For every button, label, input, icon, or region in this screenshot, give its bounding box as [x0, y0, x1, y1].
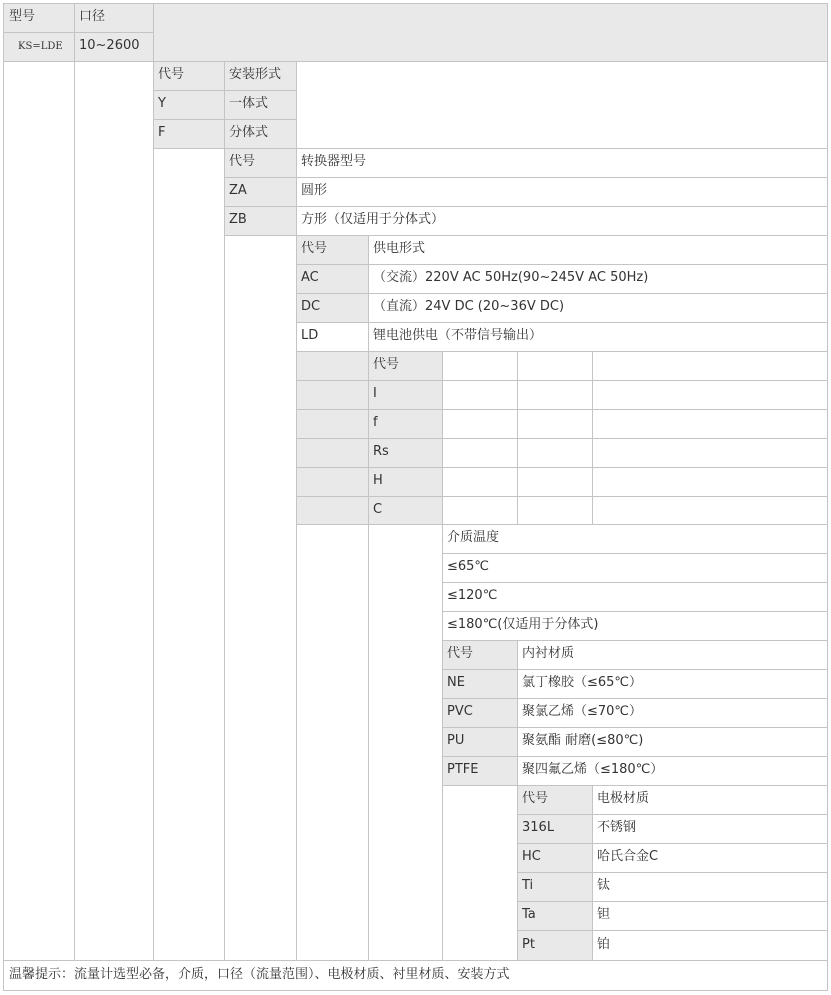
- electrode-desc-hc: 哈氏合金C: [597, 849, 659, 864]
- power-code-dc: DC: [301, 299, 321, 314]
- model-label: 型号: [9, 9, 36, 24]
- lining-code-pvc: PVC: [447, 704, 473, 719]
- header-blank-area: [153, 3, 828, 61]
- install-code-y: Y: [158, 96, 166, 111]
- power-code-ac: AC: [301, 270, 319, 285]
- temperature-row-120: ≤120℃: [447, 588, 498, 603]
- output-code-rs: Rs: [373, 444, 389, 459]
- install-code-label: 代号: [158, 67, 185, 82]
- power-title: 供电形式: [373, 241, 426, 256]
- install-code-f: F: [158, 125, 166, 140]
- temperature-row-65: ≤65℃: [447, 559, 490, 574]
- converter-code-zb: ZB: [229, 212, 247, 227]
- converter-desc-zb: 方形（仅适用于分体式）: [301, 212, 445, 227]
- output-code-i: I: [373, 386, 377, 401]
- power-code-label: 代号: [301, 241, 328, 256]
- converter-desc-za: 圆形: [301, 183, 328, 198]
- electrode-desc-ti: 钛: [597, 878, 611, 893]
- electrode-code-ti: Ti: [522, 878, 534, 893]
- lining-desc-ptfe: 聚四氟乙烯（≤180℃）: [522, 762, 664, 777]
- output-code-f: f: [373, 415, 378, 430]
- footer-tip: 温馨提示：流量计选型必备，介质，口径（流量范围）、电极材质、衬里材质、安装方式: [9, 967, 510, 982]
- electrode-desc-ta: 钽: [597, 907, 611, 922]
- electrode-desc-pt: 铂: [597, 937, 611, 952]
- lining-code-label: 代号: [447, 646, 474, 661]
- electrode-title: 电极材质: [597, 791, 650, 806]
- temperature-row-180: ≤180℃(仅适用于分体式): [447, 617, 599, 632]
- electrode-code-316l: 316L: [522, 820, 555, 835]
- lining-title: 内衬材质: [522, 646, 575, 661]
- power-code-ld: LD: [301, 328, 319, 343]
- converter-title: 转换器型号: [301, 154, 367, 169]
- converter-code-za: ZA: [229, 183, 247, 198]
- lining-desc-pu: 聚氨酯 耐磨(≤80℃): [522, 733, 644, 748]
- lining-code-pu: PU: [447, 733, 465, 748]
- output-code-c: C: [373, 502, 383, 517]
- lining-code-ne: NE: [447, 675, 465, 690]
- power-desc-dc: （直流）24V DC (20~36V DC): [373, 299, 565, 314]
- output-code-label: 代号: [373, 357, 400, 372]
- output-code-h: H: [373, 473, 383, 488]
- electrode-code-pt: Pt: [522, 937, 535, 952]
- converter-code-label: 代号: [229, 154, 256, 169]
- electrode-code-ta: Ta: [522, 907, 536, 922]
- install-title: 安装形式: [229, 67, 282, 82]
- lining-desc-pvc: 聚氯乙烯（≤70℃）: [522, 704, 643, 719]
- lining-code-ptfe: PTFE: [447, 762, 479, 777]
- power-desc-ac: （交流）220V AC 50Hz(90~245V AC 50Hz): [373, 270, 649, 285]
- temperature-title: 介质温度: [447, 530, 500, 545]
- caliber-value: 10~2600: [79, 38, 140, 53]
- electrode-desc-316l: 不锈钢: [597, 820, 637, 835]
- power-desc-ld: 锂电池供电（不带信号输出）: [373, 328, 543, 343]
- install-desc-y: 一体式: [229, 96, 269, 111]
- model-value: KS=LDE: [18, 41, 63, 52]
- electrode-code-hc: HC: [522, 849, 541, 864]
- lining-desc-ne: 氯丁橡胶（≤65℃）: [522, 675, 643, 690]
- electrode-code-label: 代号: [522, 791, 549, 806]
- install-desc-f: 分体式: [229, 125, 269, 140]
- caliber-label: 口径: [79, 9, 106, 24]
